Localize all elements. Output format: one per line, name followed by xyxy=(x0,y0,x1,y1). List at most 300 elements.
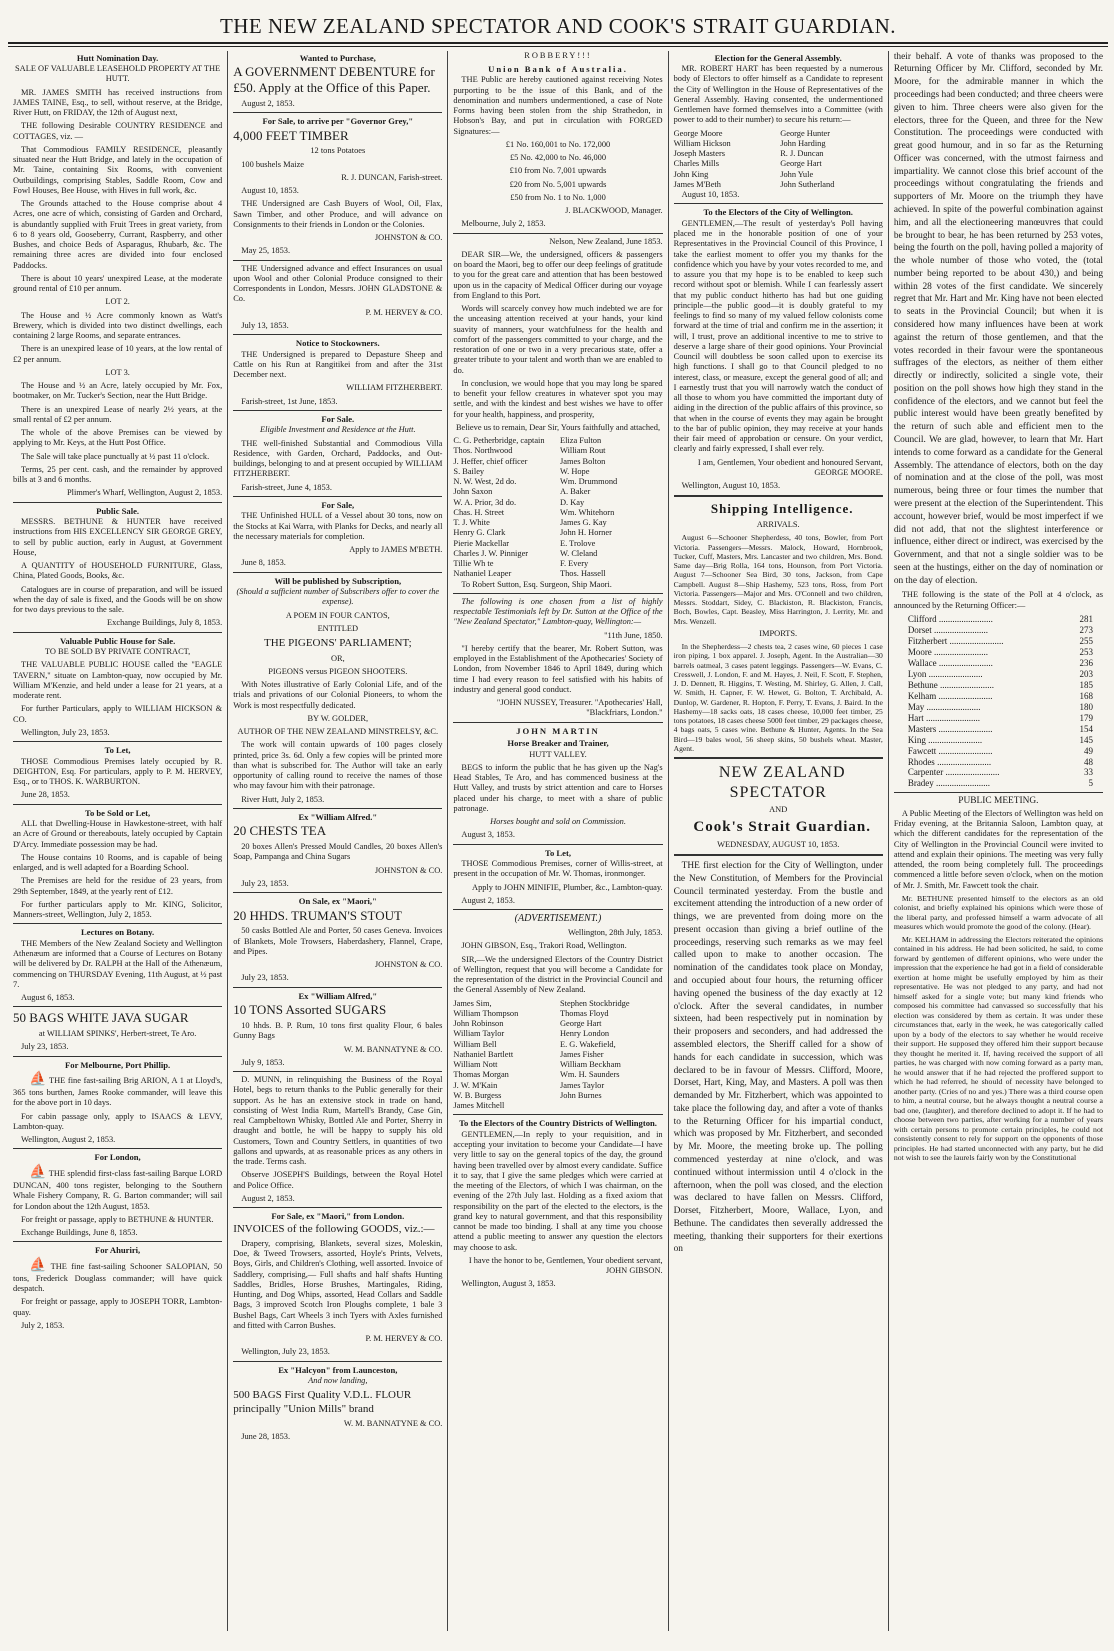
ad-signature: Wellington, July 23, 1853. xyxy=(21,727,110,737)
divider xyxy=(894,792,1103,793)
divider xyxy=(233,112,442,113)
ad-subtitle: HUTT VALLEY. xyxy=(529,749,587,759)
ad-title: Public Sale. xyxy=(96,505,140,516)
ad-text: THE well-finished Substantial and Commodious Villa Residence, with Garden, Orchard, Paddocks, and Out-buildings, belonging to and at present occupied by WILLIAM FITZHERBERT. xyxy=(233,438,443,479)
committee-member: John Yule xyxy=(780,169,814,179)
ad-title: Valuable Public House for Sale. xyxy=(59,635,176,646)
ad-signature: Plimmer's Wharf, Wellington, August 2, 1853. xyxy=(66,488,223,498)
poll-row xyxy=(894,614,1103,625)
ad-text: For further Particulars, apply to WILLIAM HICKSON & CO. xyxy=(13,704,223,724)
divider xyxy=(233,1071,442,1072)
poll-row xyxy=(894,680,1103,691)
candidate-name: Rhodes ........................ xyxy=(907,756,992,767)
section-subheading: IMPORTS. xyxy=(759,628,798,638)
ad-text: JOHNSTON & CO. xyxy=(374,865,443,875)
ad-text: Drapery, comprising, Blankets, several sizes, Moleskin, Doe, & Tweed Trowsers, assorted, Hoyle's Prints, Velvets, Boys, Girls, and Children's Clothing, well assorted. Invoice of Saddlery, comprising,— Full shafts and half shafts Hunting Saddles, Bridles, Horse Brushes, Martingales, Riding, Hunting, and Dog Whips, assorted, Head Collars and Saddle Bags, 3 improved Scotch Iron Ploughs complete, 1 bale 3 Bushel Bags, Cart Wheels 3 inch Tyers with Axles furnished and fitted with Carron Bushes. xyxy=(233,1238,443,1330)
ad-text: BY W. GOLDER, xyxy=(307,713,369,723)
signatory-name: J. W. M'Kain xyxy=(453,1080,498,1090)
note-list-item: £1 No. 160,001 to No. 172,000 xyxy=(505,139,611,149)
ad-text: THE Undersigned is prepared to Depasture Sheep and Cattle on his Run at Rangitikei from and after the 31st December next. xyxy=(233,349,443,380)
letter-date: Wellington, 28th July, 1853. xyxy=(567,928,663,938)
ad-signature: August 2, 1853. xyxy=(241,1193,295,1203)
signatory-name: F. Every xyxy=(560,559,589,569)
letter-text: I am, Gentlemen, Your obedient and honoured Servant, GEORGE MOORE. xyxy=(697,457,883,477)
section-subheading: ARRIVALS. xyxy=(756,520,800,530)
poll-row xyxy=(894,636,1103,647)
ad-subtitle: Eligible Investment and Residence at the Hutt. xyxy=(260,425,416,435)
vote-count: 203 xyxy=(1079,668,1094,679)
ad-text: 12 tons Potatoes xyxy=(310,146,366,156)
vote-count: 48 xyxy=(1084,756,1094,767)
divider xyxy=(233,410,442,411)
issue-date: WEDNESDAY, AUGUST 10, 1853. xyxy=(717,839,840,849)
ship-icon: ⛵ xyxy=(29,1164,47,1180)
letter-text: GENTLEMEN,—The result of yesterday's Poll having placed me in the honorable position of one of your Representatives in the Provincial Council of this Province, I take the earliest moment to offer you my thanks for the confidence which you have by your votes recorded to me, and to assure you that my hope is to be enabled to keep such record without spot or blemish. While I can fearlessly assert that my public conduct hitherto has had but one guiding principle—the public good—it is doubly grateful to my feelings to find so many of my valued fellow colonists come forward at the time of trial and confirm me in the assertion; it will, I trust, prove an additional incentive to me to strive to deserve a large share of their good opinions. Your Provincial Council will doubtless be soon called upon to exercise its high functions. I shall go to that Council pledged to no interest, class, or measure, except the general good of all; and I earnestly trust that you will narrowly watch the conduct of all those to whom you have committed the important duty of aiding in the direction of the public affairs of this province, so that when in the course of events they may again be brought to the bar of public opinion, they may receive at your hands their fair meed of approbation or censure. On your verdict, clearly and fairly expressed, I shall ever rely. xyxy=(673,218,883,454)
divider xyxy=(233,334,442,335)
candidate-name: Fawcett ........................ xyxy=(907,745,993,756)
ad-text: 20 boxes Allen's Pressed Mould Candles, 20 boxes Allen's Soap, Pampanga and China Sugars xyxy=(233,842,443,862)
ad-text: There is an unexpired lease of 10 years, at the low rental of £2 per annum. xyxy=(13,344,223,364)
poll-row xyxy=(894,625,1103,636)
vote-count: 145 xyxy=(1079,734,1094,745)
poll-row xyxy=(894,647,1103,658)
ad-title: For Sale, ex "Maori," from London. xyxy=(271,1211,405,1222)
ad-text: P. M. HERVEY & CO. xyxy=(365,1334,443,1344)
poll-row xyxy=(894,746,1103,757)
vote-count: 273 xyxy=(1079,624,1094,635)
signatory-name: W. A. Prior, 3d do. xyxy=(453,497,517,507)
letter-text: I have the honor to be, Gentlemen, Your obedient servant, JOHN GIBSON. xyxy=(468,1255,663,1276)
ad-text: ALL that Dwelling-House in Hawkestone-street, with half an Acre of Ground or thereabouts, lately occupied by Captain D'Arcy. Immediate possession may be had. xyxy=(13,819,223,849)
divider xyxy=(233,572,442,573)
ad-signature: June 8, 1853. xyxy=(241,558,286,568)
divider xyxy=(13,923,222,924)
ad-signature: August 10, 1853. xyxy=(241,186,299,196)
ad-text: THE Public are hereby cautioned against receiving Notes purporting to be the issue of this Bank, and of the denomination and numbers undermentioned, a case of Note Forms having been stolen from the ship Strathedon, in Hobson's Bay, and put in circulation with FORGED Signatures:— xyxy=(453,75,663,136)
signatory-name: William Nott xyxy=(453,1060,498,1070)
poll-row xyxy=(894,658,1103,669)
ad-signature: August 10, 1853. xyxy=(681,190,740,200)
note-list-item: £50 from No. 1 to No. 1,000 xyxy=(510,192,606,202)
vote-count: 180 xyxy=(1079,701,1094,712)
divider xyxy=(13,1006,222,1007)
ad-text: 100 bushels Maize xyxy=(241,159,305,169)
column-2 xyxy=(227,51,447,1631)
signatory-name: E. Trolove xyxy=(560,538,596,548)
divider xyxy=(233,987,442,988)
letter-date: Nelson, New Zealand, June 1853. xyxy=(549,236,663,246)
divider xyxy=(13,1056,222,1057)
masthead: THE NEW ZEALAND SPECTATOR AND COOK'S STRAIT GUARDIAN. xyxy=(219,14,897,38)
signatory-name xyxy=(560,1101,663,1111)
report-text: Mr. KELHAM in addressing the Electors reiterated the opinions contained in his address. He had been solicited, he said, to come forward by gentlemen of different opinions, who were under the impression that the experience he had got in a field of considerable exertion at home might be usefully employed by him as their representative. He was not pledged to any party, and had not himself asked for a single vote; but many kind friends who composed his committee had canvassed so successfully that his election was considered by them as certain. It was under these circumstances that, early in the week, he was categorically called upon by a body of the electors to say whether he would receive their support. He supposed they offered him their support because they thought he merited it. If, having received the support of all parties, he was charged with now coming forward as a party man, he would answer that if he had rejected the proffered support to which he had referred, he should of necessity have belonged to another party. (Cries of no and yes.) There was a third course open to him, a neutral course, but he always thought a neutral course a bad one, (laughter), and therefore declined to adopt it. If he had to choose between two parties, after working for a number of years with certain persons to promote certain principles, he could not consistently consent to rely for support on the opponents of those principles. He had started unconnected with any party, but he did not wish to see the laurels fairly won by the Constitutional xyxy=(893,934,1104,1163)
ad-text: Observe JOSEPH'S Buildings, between the Royal Hotel and Police Office. xyxy=(233,1170,443,1190)
ad-text: MESSRS. BETHUNE & HUNTER have received instructions from HIS EXCELLENCY SIR GEORGE GREY, to sell by public auction, early in August, at Government House, xyxy=(13,517,223,557)
ad-text: "11th June, 1850. xyxy=(604,630,663,640)
ad-text: J. BLACKWOOD, Manager. xyxy=(565,206,663,216)
signatory-name: D. Kay xyxy=(560,497,585,507)
divider xyxy=(233,1207,442,1208)
ad-text: For further particulars apply to Mr. KING, Solicitor, Manners-street, Wellington, July 2, 1853. xyxy=(13,899,223,920)
ad-text: BEGS to inform the public that he has given up the Nag's Head Stables, Te Aro, and has commenced business at the Hutt Valley, and trusts by strict attention and care to Horses placed under his charge, to meet with a share of public patronage. xyxy=(453,762,663,813)
ad-text: A QUANTITY of HOUSEHOLD FURNITURE, Glass, China, Plated Goods, Books, &c. xyxy=(13,561,223,581)
ad-text: AUTHOR OF THE NEW ZEALAND MINSTRELSY, &C. xyxy=(237,727,439,736)
ad-signature: July 23, 1853. xyxy=(241,878,289,888)
vote-count: 154 xyxy=(1079,723,1094,734)
ad-text: For freight or passage, apply to BETHUNE & HUNTER. xyxy=(21,1214,214,1224)
divider xyxy=(453,722,662,723)
shipping-text: In the Shepherdess—2 chests tea, 2 cases wine, 60 pieces 1 case iron piping, 1 box apparel. J. Joseph, Agent. In the Australian—30 barrels oatmeal, 3 cases patent leggings. Passengers—W. Evans, C. Cresswell, J. London, F. and M. Hayes, J. Neil, F. Scott, F. Stephen, J. D. Dennett, R. Higgins, T. Westing, M. Shirley, G. Allen, J. Call, W. Smith, H. Capner, F. W. Hewet, G. Bolton, T. Archibald, A. Dunlop, W. Gardener, R. Hopton, F. Perry, T. Evans, J. Baird. In the Hashemy—18 sacks oats, 18 cases cheese, 10,000 feet timber, 25 tons potatoes, 18 cases cheese 5000 feet timber, 29 packages cheese, 4 bags oats, 5 cases wine. Bethune & Hunter, Agents. In the Sea Bird—19 bales wool, 56 sheep skins, 50 bushels wheat. Master, Agent. xyxy=(673,642,883,753)
vote-count: 255 xyxy=(1079,635,1094,646)
signatory-name: Wm. H. Saunders xyxy=(560,1070,620,1080)
candidate-name: Hart ........................ xyxy=(907,712,981,723)
ad-signature: Farish-street, June 4, 1853. xyxy=(241,482,332,492)
ad-signature: Wellington, August 3, 1853. xyxy=(461,1279,556,1289)
ad-text: The House and ½ an Acre, lately occupied by Mr. Fox, bootmaker, on Mr. Tucker's Section, near the Hutt Bridge. xyxy=(13,381,223,401)
signatory-name: Chas. H. Street xyxy=(453,507,505,517)
committee-member: William Hickson xyxy=(673,138,731,148)
ad-heading: SALE OF VALUABLE LEASEHOLD PROPERTY AT THE HUTT. xyxy=(15,64,221,84)
editorial-text: their behalf. A vote of thanks was proposed to the Returning Officer by Mr. Clifford, seconded by Mr. Moore, for the admirable manner in which the proceedings had been conducted; and three cheers were given to him. Three cheers were also given for the electors, three for the Queen, and three for the New Constitution. The proceedings were conducted with great good humour, and in so far as the Returning Officer was concerned, with the utmost fairness and impartiality. We cannot close this brief account of the proceedings without congratulating the friends and supporters of Mr. Moore on the triumph they have achieved. In spite of the powerful combination against him, and all the electioneering manœuvres that could be brought to bear, he has been returned by 253 votes, being the fourth on the poll, having polled a majority of the whole number of those who voted, the (total number being reported to be about 430,) and being within 28 votes of the first candidate. We sincerely regret that Mr. Hart and Mr. King have not been elected to seats in the Provincial Council; but when it is considered how many influences have been at work against the return of those gentlemen, and that the votes recorded in their favour were the spontaneous suffrages of the electors, as neither of them either directly or indirectly, solicited a single vote, their position on the poll shows how high they stand in the confidence of the electors, and we cannot but feel the public interest would have been greatly benefited by the return of such able and efficient men to the Council. We are glad, however, to learn that Mr. Hart intends to come forward as a candidate for the General Assembly. The attendance of electors, both on the day of nomination and at the close of the poll, was most numerous, being three or four times the number that were present at the election of the Superintendent. This account, however brief, would be most imperfect if we did not add, that not the slightest interference or influence, either direct or indirect, was exercised by the Government, and that not a single soldier was to be seen at the hustings, either on the day of nomination or on the day of election. xyxy=(893,51,1104,586)
candidate-name: Masters ........................ xyxy=(907,723,993,734)
signatory-name: W. B. Burgess xyxy=(453,1090,502,1100)
ad-text: 10 hhds. B. P. Rum, 10 tons first quality Flour, 6 bales Gunny Bags xyxy=(233,1021,443,1041)
divider xyxy=(233,260,442,261)
ad-signature: Wellington, August 2, 1853. xyxy=(21,1135,116,1145)
signatory-name: James Bolton xyxy=(560,456,606,466)
ad-signature: Wellington, July 23, 1853. xyxy=(241,1347,330,1357)
divider xyxy=(233,1361,442,1362)
report-text: Mr. BETHUNE presented himself to the electors as an old colonist, and briefly explained his opinions which were those of the liberal party, and professed himself a warm advocate of all measures which would promote the good of the colony. (Hear). xyxy=(893,893,1104,932)
ad-text xyxy=(13,1071,222,1109)
letter-text: GENTLEMEN,—In reply to your requisition, and in accepting your invitation to become your Candidate—I have very little to say on the general topics of the day, the ground having been travelled over by almost every candidate. Suffice it to say, that I give the same pledges which were carried at the meeting of the Electors, of which I was chairman, on the evening of the 27th July last. Holding as a fixed axiom that responsibility on the part of the elected to the electors, is the grand key to natural government, and that this responsibility cannot be made too binding. I shall at any time you choose attend a public meeting to answer any question the electors may choose to ask. xyxy=(453,1129,663,1252)
signatory-name: Wm. Drummond xyxy=(560,477,618,487)
ad-text: For cabin passage only, apply to ISAACS & LEVY, Lambton-quay. xyxy=(13,1111,223,1131)
ad-text: R. J. DUNCAN, Farish-street. xyxy=(341,172,443,182)
ad-text: A POEM IN FOUR CANTOS, xyxy=(285,610,390,620)
signatory-name: S. Bailey xyxy=(453,466,485,476)
newspaper-page xyxy=(8,0,1108,1640)
signatory-name: John Burnes xyxy=(560,1090,602,1100)
ad-text: There is about 10 years' unexpired Lease, at the moderate ground rental of £10 per annum. xyxy=(13,273,223,294)
paper-subtitle: Cook's Strait Guardian. xyxy=(693,819,872,836)
signatory-name: Pierie Mackellar xyxy=(453,538,509,548)
ad-title: Ex "William Alfred." xyxy=(298,811,378,822)
candidate-name: King ........................ xyxy=(907,734,983,745)
vote-count: 185 xyxy=(1079,679,1094,690)
signatory-name: John Saxon xyxy=(453,487,493,497)
ad-title: To Let, xyxy=(104,745,131,756)
committee-member: George Hunter xyxy=(780,128,831,138)
signatory-name: James Sim, xyxy=(453,998,492,1008)
signatory-name: George Hart xyxy=(560,1019,602,1029)
candidate-name: Lyon ........................ xyxy=(907,668,983,679)
letter-text: Words will scarcely convey how much indebted we are for the unceasing attention received at your hands, your kind suavity of manners, your watchfulness for the health and comfort of the passengers committed to your charge, and the restoration of one or two in a very precarious state, offer a greater tribute to your talent and worth than we are enabled to do. xyxy=(453,304,663,375)
ad-title: Union Bank of Australia. xyxy=(488,63,628,74)
poll-table xyxy=(894,614,1103,790)
columns xyxy=(8,51,1108,1631)
ad-signature: July 13, 1853. xyxy=(241,320,289,330)
ad-text: Catalogues are in course of preparation, and will be issued when the day of sale is fixed, and the Goods will be on show for two days previous to the sale. xyxy=(13,584,223,615)
ad-title: Ex "Halcyon" from Launceston, xyxy=(278,1364,398,1375)
signatory-name: William Rout xyxy=(560,446,606,456)
ad-text: ENTITLED xyxy=(317,623,359,633)
ad-text: JOHNSTON & CO. xyxy=(374,233,443,243)
column-3 xyxy=(447,51,667,1631)
lot-label: LOT 3. xyxy=(105,367,130,377)
ad-signature: August 6, 1853. xyxy=(21,993,75,1003)
poll-row xyxy=(894,778,1103,789)
ad-text: The Sale will take place punctually at ½ past 11 o'clock. xyxy=(21,451,210,461)
signatory-name: Charles J. W. Pinniger xyxy=(453,548,529,558)
divider xyxy=(13,1241,222,1242)
report-text: A Public Meeting of the Electors of Wellington was held on Friday evening, at the Britannia Saloon, Lambton quay, at which the different candidates for the representation of the City of Wellington in the Provincial Council were invited to attend and explain their opinions. The meeting was very fully attended, the room being completely full. The proceedings commenced a little before seven o'clock, when on the motion of Mr. J. Smith, Mr. Fawcett took the chair. xyxy=(893,808,1104,890)
signatory-name: William Thompson xyxy=(453,1008,519,1018)
signatory-name: Tillie Wh te xyxy=(453,559,494,569)
signatory-name: Thomas Morgan xyxy=(453,1070,509,1080)
ad-text: That Commodious FAMILY RESIDENCE, pleasantly situated near the Hutt Bridge, and lately in the occupation of Mr. Taine, containing Six Rooms, with convenient Outbuildings, comprising Stables, Saddle Room, Cow and Fowl Houses, Bee House, with Hives in full work, &c. xyxy=(13,144,223,195)
ad-text: W. M. BANNATYNE & CO. xyxy=(343,1044,443,1054)
signatory-name: Thomas Floyd xyxy=(560,1008,609,1018)
signatory-name: A. Baker xyxy=(560,487,591,497)
ad-subtitle: (Should a sufficient number of Subscribers offer to cover the expense). xyxy=(236,587,440,607)
ad-text: The House contains 10 Rooms, and is capable of being enlarged, and is well adapted for a Boarding School. xyxy=(13,852,223,873)
ad-signature: Exchange Buildings, July 8, 1853. xyxy=(107,618,223,628)
divider xyxy=(674,854,883,856)
committee-member: R. J. Duncan xyxy=(780,149,824,159)
ad-headline: 50 BAGS WHITE JAVA SUGAR xyxy=(13,1010,189,1026)
editorial-text: THE first election for the City of Wellington, under the New Constitution, of Members for the Provincial Council terminated yesterday. From the bustle and excitement attending the introduction of a new order of things, we are prevented from doing more on the present occasion than giving a brief outline of the proceedings, reserving such remarks as we may feel called upon to make to another occasion. The nomination of the candidates took place on Monday, and occupied about four hours, the returning officer having opened the business of the day exactly at 12 o'clock. After the several candidates, in number sixteen, had been respectively put in nomination by their proposers and seconders, and had addressed the assembled electors, the Sheriff called for a show of hands for each candidate in succession, which was declared to be in favour of Messrs. Clifford, Moore, Dorset, Hart, King, May, and Masters. A poll was then demanded by Mr. Fitzherbert, which was appointed to take place the following day, and after a vote of thanks to the Returning Officer for his impartial conduct, which was proposed by Mr. Fitzherbert, and seconded by Mr. Moore, the meeting broke up. The polling commenced yesterday at nine o'clock, and was continued without intermission until 4 o'clock in the afternoon, when the poll was closed, and the election was declared to have fallen on Messrs. Clifford, Dorset, Fitzherbert, Moore, Wallace, Lyon, and Bethune. The candidates then severally addressed the meeting, thanking their supporters for their exertions on xyxy=(673,861,883,1255)
ad-signature: August 2, 1853. xyxy=(461,895,515,905)
signatory-name: William Taylor xyxy=(453,1029,505,1039)
ad-signature: July 9, 1853. xyxy=(241,1057,285,1067)
poll-row xyxy=(894,669,1103,680)
ad-headline: 500 BAGS First Quality V.D.L. FLOUR principally "Union Mills" brand xyxy=(233,1389,412,1415)
signatory-list xyxy=(453,999,662,1112)
vote-count: 179 xyxy=(1079,712,1094,723)
signatory-name: Nathaniel Leaper xyxy=(453,569,512,579)
ad-title: To the Electors of the Country Districts of Wellington. xyxy=(459,1118,657,1129)
ad-headline: THE PIGEONS' PARLIAMENT; xyxy=(263,637,412,650)
divider xyxy=(233,808,442,809)
ad-text: THOSE Commodious Premises lately occupied by R. DEIGHTON, Esq. For particulars, apply to P. M. HERVEY, Esq., or to THOS. K. WARBURTON. xyxy=(13,756,223,787)
ad-text: OR, xyxy=(330,653,345,663)
ad-signature: Exchange Buildings, June 8, 1853. xyxy=(21,1228,138,1237)
vote-count: 33 xyxy=(1084,767,1094,778)
paper-title-and: AND xyxy=(769,805,788,815)
ad-headline: 4,000 FEET TIMBER xyxy=(233,127,349,143)
ad-text: THE following Desirable COUNTRY RESIDENCE and COTTAGES, viz. — xyxy=(13,121,223,141)
ad-text: MR. ROBERT HART has been requested by a numerous body of Electors to offer himself as a Candidate to represent the City of Wellington in the House of Representatives of the General Assembly. Having consented, the undermentioned Gentlemen have formed themselves into a Committee (with power to add to their number) to secure his return:— xyxy=(673,64,883,125)
ad-signature: June 28, 1853. xyxy=(241,1432,291,1442)
ad-text xyxy=(13,1257,222,1295)
ad-text: MR. JAMES SMITH has received instructions from JAMES TAINE, Esq., to sell, without reserve, at the Bridge, River Hutt, on FRIDAY, the 12th of August next, xyxy=(13,87,223,118)
ad-text: THE Undersigned advance and effect Insurances on usual upon Wool and other Colonial Produce consigned to their Correspondents in London, Messrs. JOHN GLADSTONE & Co. xyxy=(233,263,443,304)
candidate-name: Kelham ........................ xyxy=(907,690,993,701)
divider xyxy=(13,502,222,503)
poll-row xyxy=(894,691,1103,702)
ad-title: Wanted to Purchase, xyxy=(299,52,376,63)
ad-text: PIGEONS versus PIGEON SHOOTERS. xyxy=(268,666,408,676)
ad-text: "I hereby certify that the bearer, Mr. Robert Sutton, was employed in the Establishment of the Apothecaries' Society of London, from November 1846 to April 1849, during which time I had every reason to feel satisfied with his habits of industry and general good conduct. xyxy=(453,643,663,694)
column-4 xyxy=(668,51,888,1631)
ad-text: The work will contain upwards of 100 pages closely printed, price 3s. 6d. Only a few copies will be printed more than what is subscribed for. The Author will take an early opportunity of calling round to receive the names of those who may favour him with their patronage. xyxy=(233,740,443,791)
candidate-name: Bethune ........................ xyxy=(907,679,995,690)
vote-count: 5 xyxy=(1088,778,1094,789)
signatory-name: Henry London xyxy=(560,1029,610,1039)
ad-subtitle: And now landing, xyxy=(308,1376,368,1386)
signatory-name: W. Hope xyxy=(560,466,590,476)
ad-text: There is an unexpired Lease of nearly 2½ years, at the small rental of £2 per annum. xyxy=(13,404,223,424)
committee-member: John Harding xyxy=(780,138,826,148)
ad-text: Horses bought and sold on Commission. xyxy=(490,817,626,827)
candidate-name: Dorset ........................ xyxy=(907,624,989,635)
ad-signature: Wellington, August 10, 1853. xyxy=(681,481,781,491)
ad-headline: INVOICES of the following GOODS, viz.:— xyxy=(233,1222,435,1235)
ad-text: The Premises are held for the residue of 23 years, from 29th September, 1849, at the yearly rent of £12. xyxy=(13,876,223,896)
ad-text: The House and ½ Acre commonly known as Watt's Brewery, which is divided into two distinct dwellings, each containing 2 large Rooms, and separate entrances. xyxy=(13,310,223,341)
ad-text: With Notes illustrative of Early Colonial Life, and of the trials and privations of our Colonial Pioneers, to whom the Work is most respectfully dedicated. xyxy=(233,680,443,710)
ad-signature: August 2, 1853. xyxy=(241,98,295,108)
ad-title: For London, xyxy=(94,1152,141,1163)
vote-count: 236 xyxy=(1079,657,1094,668)
ad-signature: July 23, 1853. xyxy=(21,1042,69,1052)
ship-icon: ⛵ xyxy=(29,1257,47,1273)
ship-icon: ⛵ xyxy=(29,1072,47,1088)
committee-member: John Sutherland xyxy=(780,179,835,189)
ad-text: THE Undersigned are Cash Buyers of Wool, Oil, Flax, Sawn Timber, and other Produce, and will advance on Consignments to their friends in London or the Colonies. xyxy=(233,199,443,229)
signatory-name: William Bell xyxy=(453,1039,497,1049)
divider xyxy=(13,741,222,742)
ad-title: To be Sold or Let, xyxy=(85,807,151,818)
committee-member: George Hart xyxy=(780,159,822,169)
ad-title: For Sale, xyxy=(321,499,355,510)
ad-text: at WILLIAM SPINKS', Herbert-street, Te Aro. xyxy=(38,1029,197,1039)
ad-text: The Grounds attached to the House comprise about 4 Acres, one acre of which, consisting of Garden and Orchard, is abundantly supplied with Fruit Trees in great variety, from 6 to 8 years old, Gooseberry, Currant, Raspberry, and other Bushes, and choice Beds of Asparagus, Rhubarb, &c. The remaining three acres are divided into four enclosed Paddocks. xyxy=(13,199,223,270)
committee-member: George Moore xyxy=(673,128,723,138)
ad-title: Election for the General Assembly. xyxy=(714,52,842,63)
candidate-name: Wallace ........................ xyxy=(907,657,993,668)
ad-text: The whole of the above Premises can be viewed by applying to Mr. Keys, at the Hutt Post Office. xyxy=(13,428,223,448)
signatory-name: W. Cleland xyxy=(560,548,598,558)
ad-text: THE fine fast-sailing Brig ARION, A 1 at Lloyd's, 365 tons burthen, James Rooke commander, will leave this for the above port in 10 days. xyxy=(13,1076,223,1108)
ad-headline: ROBBERY!!! xyxy=(524,50,592,60)
ad-headline: (ADVERTISEMENT.) xyxy=(514,913,602,925)
signatory-name: Henry G. Clark xyxy=(453,528,506,538)
letter-text: JOHN GIBSON, Esq., Trakori Road, Wellington. xyxy=(461,941,627,951)
ad-signature: July 23, 1853. xyxy=(241,973,289,983)
ad-title: Lectures on Botany. xyxy=(81,927,155,938)
ad-signature: Farish-street, 1st June, 1853. xyxy=(241,396,338,406)
signatory-name: E. G. Wakefield, xyxy=(560,1039,616,1049)
ad-title: Hutt Nomination Day. xyxy=(76,52,159,63)
divider xyxy=(233,496,442,497)
note-list-item: £10 from No. 7,001 upwards xyxy=(509,166,607,176)
masthead-rule xyxy=(8,42,1108,47)
ad-title: Will be published by Subscription, xyxy=(274,575,402,586)
ad-text: Terms, 25 per cent. cash, and the remainder by approved bills at 3 and 6 months. xyxy=(13,464,223,485)
column-1 xyxy=(8,51,227,1631)
ad-text: THE Unfinished HULL of a Vessel about 30 tons, now on the Stocks at Kai Warra, with Planks for Decks, and nearly all the necessary materials for completion. xyxy=(233,511,443,541)
divider xyxy=(674,495,883,497)
ad-headline: 10 TONS Assorted SUGARS xyxy=(233,1002,387,1018)
lot-label: LOT 2. xyxy=(105,297,130,307)
ad-text: THE fine fast-sailing Schooner SALOPIAN, 50 tons, Frederick Douglass commander; will have quick despatch. xyxy=(13,1261,223,1294)
ad-text: WILLIAM FITZHERBERT. xyxy=(346,383,443,393)
ad-headline: 20 HHDS. TRUMAN'S STOUT xyxy=(233,907,402,923)
ad-text: "JOHN NUSSEY, Treasurer. "Apothecaries' Hall, "Blackfriars, London." xyxy=(496,698,663,718)
vote-count: 49 xyxy=(1084,745,1094,756)
letter-text: To Robert Sutton, Esq. Surgeon, Ship Maori. xyxy=(461,579,612,589)
committee-member: James M'Beth xyxy=(673,179,721,189)
candidate-name: Moore ........................ xyxy=(907,646,989,657)
section-heading: PUBLIC MEETING. xyxy=(958,796,1039,807)
note-list-item: £20 from No. 5,001 upwards xyxy=(509,179,607,189)
ad-title: JOHN MARTIN xyxy=(516,725,600,736)
poll-row xyxy=(894,702,1103,713)
committee-list xyxy=(674,129,883,191)
ad-text: Apply to JAMES M'BETH. xyxy=(349,545,443,555)
signatory-name: John H. Horner xyxy=(560,528,612,538)
divider xyxy=(674,757,883,759)
signatory-name: Stephen Stockbridge xyxy=(560,998,630,1008)
ad-text xyxy=(13,1164,222,1212)
signatory-name: Nathaniel Bartlett xyxy=(453,1049,514,1059)
committee-member: John King xyxy=(673,169,709,179)
ad-text: Apply to JOHN MINIFIE, Plumber, &c., Lambton-quay. xyxy=(472,882,663,892)
signatory-name: Thos. Hassell xyxy=(560,569,606,579)
poll-row xyxy=(894,735,1103,746)
ad-title: Notice to Stockowners. xyxy=(295,338,380,349)
ad-title: For Sale, to arrive per "Governor Grey," xyxy=(262,116,414,127)
letter-text: DEAR SIR—We, the undersigned, officers & passengers on board the Maori, beg to offer our deep feelings of gratitude to you for the great care and attention that has been bestowed upon us in the capacity of Medical Officer during our voyage from England to this Port. xyxy=(453,249,663,300)
signatory-name: Eliza Fulton xyxy=(560,436,602,446)
ad-text: THE splendid first-class fast-sailing Barque LORD DUNCAN, 400 tons register, belonging to the Southern Whale Fishery Company, R. G. Barton commander; will sail for London about the 12th August, 1853. xyxy=(13,1168,223,1211)
signatory-name: J. Heffer, chief officer xyxy=(453,456,528,466)
letter-text: Believe us to remain, Dear Sir, Yours faithfully and attached, xyxy=(455,422,661,432)
ad-headline: 20 CHESTS TEA xyxy=(233,823,327,839)
ad-signature: Melbourne, July 2, 1853. xyxy=(461,219,546,229)
ad-signature: June 28, 1853. xyxy=(21,790,70,800)
divider xyxy=(674,203,883,204)
signatory-name: C. G. Petherbridge, captain xyxy=(453,436,545,446)
ad-signature: August 3, 1853. xyxy=(461,830,515,840)
ad-title: For Melbourne, Port Phillip. xyxy=(65,1059,171,1070)
candidate-name: Bradey ........................ xyxy=(907,778,991,789)
letter-text: SIR,—We the undersigned Electors of the Country District of Wellington, request that you will become a Candidate for the representation of the district in the Provincial Council and the General Assembly of New Zealand. xyxy=(453,954,663,995)
column-5 xyxy=(888,51,1108,1631)
ad-text: P. M. HERVEY & CO. xyxy=(365,307,443,317)
ad-text: JOHNSTON & CO. xyxy=(374,960,443,970)
poll-intro: THE following is the state of the Poll at 4 o'clock, as announced by the Returning Officer:— xyxy=(893,590,1104,610)
ad-text: D. MUNN, in relinquishing the Business of the Royal Hotel, begs to return thanks to the Public generally for their support. As he has an extensive stock in trade on hand, consisting of West India Rum, Martell's Brandy, Case Gin, real Campbeltown Whisky, Bottled Ale and Porter, Sherry in draught and bottle, he will be happy to supply his old Customers, Town and Country Settlers, in quantities of two gallons and upwards, at as reasonable prices as any others in the trade. Terms cash. xyxy=(233,1075,443,1167)
ad-title: For Sale. xyxy=(321,413,355,424)
ad-text: TO BE SOLD BY PRIVATE CONTRACT, xyxy=(44,647,191,657)
poll-row xyxy=(894,757,1103,768)
candidate-name: Clifford ........................ xyxy=(907,613,993,624)
signatory-name: T. J. White xyxy=(453,518,490,528)
ad-subtitle: Horse Breaker and Trainer, xyxy=(507,738,609,749)
signatory-list xyxy=(453,436,662,580)
ad-text: THE VALUABLE PUBLIC HOUSE called the "EAGLE TAVERN," situate on Lambton-quay, now occupied by Mr. William M'Kenzie, and held under a lease for 21 years, at a moderate rent. xyxy=(13,660,223,701)
divider xyxy=(13,804,222,805)
divider xyxy=(453,909,662,910)
ad-text: 50 casks Bottled Ale and Porter, 50 cases Geneva. Invoices of Blankets, Mole Trowsers, Haberdashery, Flannel, Crape, and Pipes. xyxy=(233,926,443,956)
signatory-name: N. W. West, 2d do. xyxy=(453,477,517,487)
ad-signature: May 25, 1853. xyxy=(241,246,291,256)
candidate-name: Fitzherbert ........................ xyxy=(907,635,1004,646)
ad-text: The following is one chosen from a list of highly respectable Testimonials left by Dr. Sutton at the Office of the "New Zealand Spectator," Lambton-quay, Wellington:— xyxy=(453,596,663,627)
